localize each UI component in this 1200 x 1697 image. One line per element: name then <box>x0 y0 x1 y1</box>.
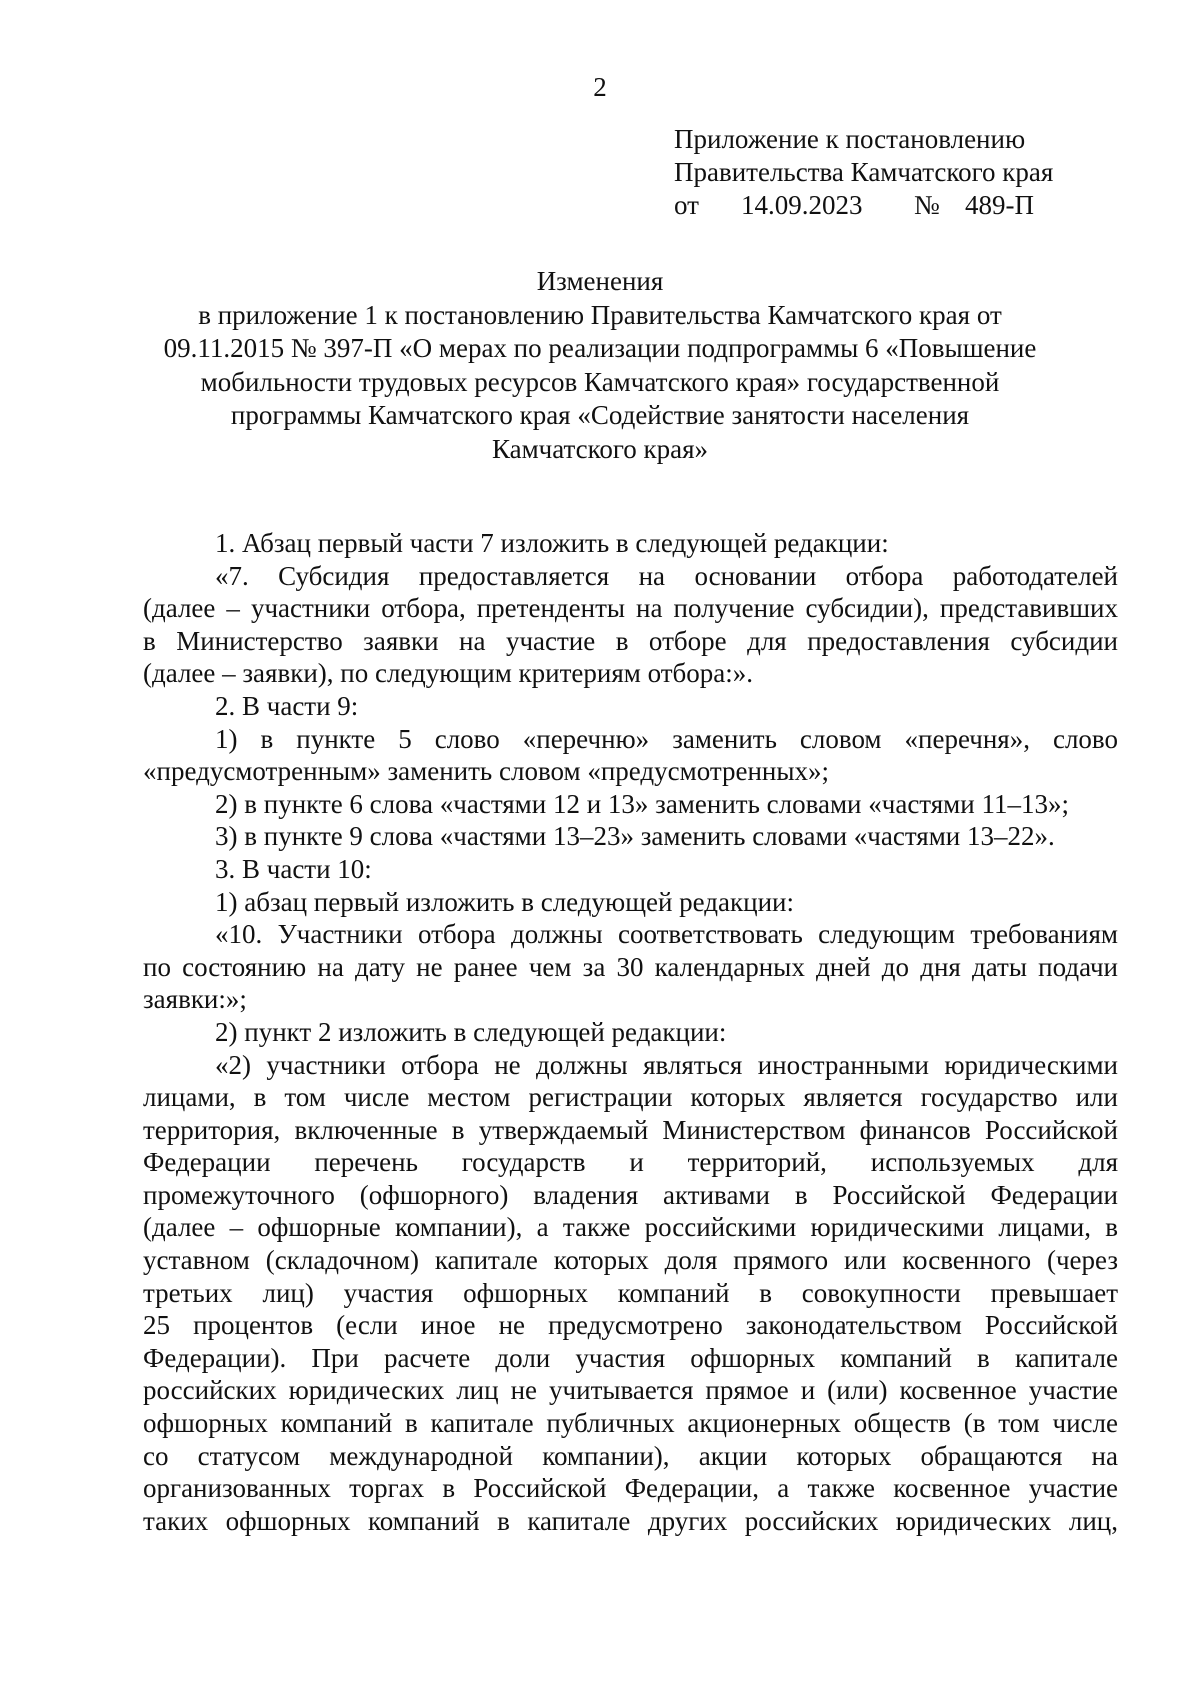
paragraph-line: офшорных компаний в капитале публичных акционерных обществ (в том числе <box>143 1408 1118 1439</box>
paragraph-line: 25 процентов (если иное не предусмотрено законодательством Российской <box>143 1310 1118 1341</box>
paragraph <box>143 1049 1118 1538</box>
paragraph-line: 2) пункт 2 изложить в следующей редакции: <box>215 1016 727 1047</box>
paragraph <box>143 690 1118 723</box>
paragraph-line: российских юридических лиц не учитывается прямое и (или) косвенное участие <box>143 1375 1118 1406</box>
title-line: 09.11.2015 № 397-П «О мерах по реализации подпрограммы 6 «Повышение <box>163 333 1037 363</box>
paragraph-line: по состоянию на дату не ранее чем за 30 календарных дней до дня даты подачи <box>143 951 1118 982</box>
attachment-number-sign: № <box>914 190 940 220</box>
paragraph-line: третьих лиц) участия офшорных компаний в совокупности превышает <box>143 1277 1118 1308</box>
attachment-line-1: Приложение к постановлению <box>674 124 1026 154</box>
paragraph-line: «предусмотренным» заменить словом «предусмотренных»; <box>143 756 830 787</box>
paragraph <box>143 853 1118 886</box>
paragraph <box>143 820 1118 853</box>
document-title <box>140 265 1060 466</box>
paragraph-line: уставном (складочном) капитале которых доля прямого или косвенного (через <box>143 1245 1118 1276</box>
paragraph-line: лицами, в том числе местом регистрации которых является государство или <box>143 1082 1118 1113</box>
page-number: 2 <box>593 72 607 102</box>
paragraph-line: 1) в пункте 5 слово «перечню» заменить словом «перечня», слово <box>215 723 1118 754</box>
paragraph-line: 2) в пункте 6 слова «частями 12 и 13» заменить словами «частями 11–13»; <box>215 788 1069 819</box>
paragraph-line: (далее – офшорные компании), а также российскими юридическими лицами, в <box>143 1212 1118 1243</box>
paragraph-line: «2) участники отбора не должны являться иностранными юридическими <box>215 1049 1118 1080</box>
attachment-line-2: Правительства Камчатского края <box>674 157 1054 187</box>
title-line: программы Камчатского края «Содействие занятости населения <box>230 400 970 430</box>
paragraph-line: 1) абзац первый изложить в следующей редакции: <box>215 886 794 917</box>
attachment-number: 489-П <box>965 190 1034 220</box>
paragraph <box>143 527 1118 560</box>
paragraph-line: в Министерство заявки на участие в отборе для предоставления субсидии <box>143 625 1118 656</box>
paragraph-line: со статусом международной компании), акции которых обращаются на <box>143 1440 1118 1471</box>
paragraph-line: 3. В части 10: <box>215 853 372 884</box>
attachment-ot-label: от <box>674 190 699 220</box>
paragraph <box>143 886 1118 919</box>
paragraph-line: (далее – участники отбора, претенденты на получение субсидии), представивших <box>143 593 1118 624</box>
paragraph-line: территория, включенные в утверждаемый Министерством финансов Российской <box>143 1114 1118 1145</box>
paragraph-line: Федерации перечень государств и территорий, используемых для <box>143 1147 1118 1178</box>
paragraph <box>143 788 1118 821</box>
paragraph-line: промежуточного (офшорного) владения активами в Российской Федерации <box>143 1179 1118 1210</box>
paragraph-line: (далее – заявки), по следующим критериям отбора:». <box>143 658 754 689</box>
attachment-date: 14.09.2023 <box>741 190 863 220</box>
paragraph-line: таких офшорных компаний в капитале других российских юридических лиц, <box>143 1505 1118 1536</box>
paragraph-line: «7. Субсидия предоставляется на основании отбора работодателей <box>215 560 1118 591</box>
paragraph <box>143 918 1118 1016</box>
paragraph-line: заявки:»; <box>143 984 247 1015</box>
paragraph-line: организованных торгах в Российской Федерации, а также косвенное участие <box>143 1473 1118 1504</box>
title-line: в приложение 1 к постановлению Правительства Камчатского края от <box>198 299 1002 330</box>
title-line: мобильности трудовых ресурсов Камчатского края» государственной <box>200 366 1000 397</box>
paragraph-line: Федерации). При расчете доли участия офшорных компаний в капитале <box>143 1342 1118 1373</box>
title-line: Камчатского края» <box>491 433 709 464</box>
paragraph <box>143 560 1118 690</box>
paragraph-line: 1. Абзац первый части 7 изложить в следующей редакции: <box>215 528 889 558</box>
paragraph-line: «10. Участники отбора должны соответствовать следующим требованиям <box>215 919 1118 950</box>
paragraph-line: 2. В части 9: <box>215 690 359 721</box>
paragraph-line: 3) в пункте 9 слова «частями 13–23» заменить словами «частями 13–22». <box>215 821 1055 852</box>
attachment-date-number <box>674 189 1053 222</box>
paragraph <box>143 1016 1118 1049</box>
document-body <box>143 527 1118 1537</box>
paragraph <box>143 723 1118 788</box>
title-heading: Изменения <box>536 266 664 296</box>
attachment-header <box>674 123 1053 222</box>
